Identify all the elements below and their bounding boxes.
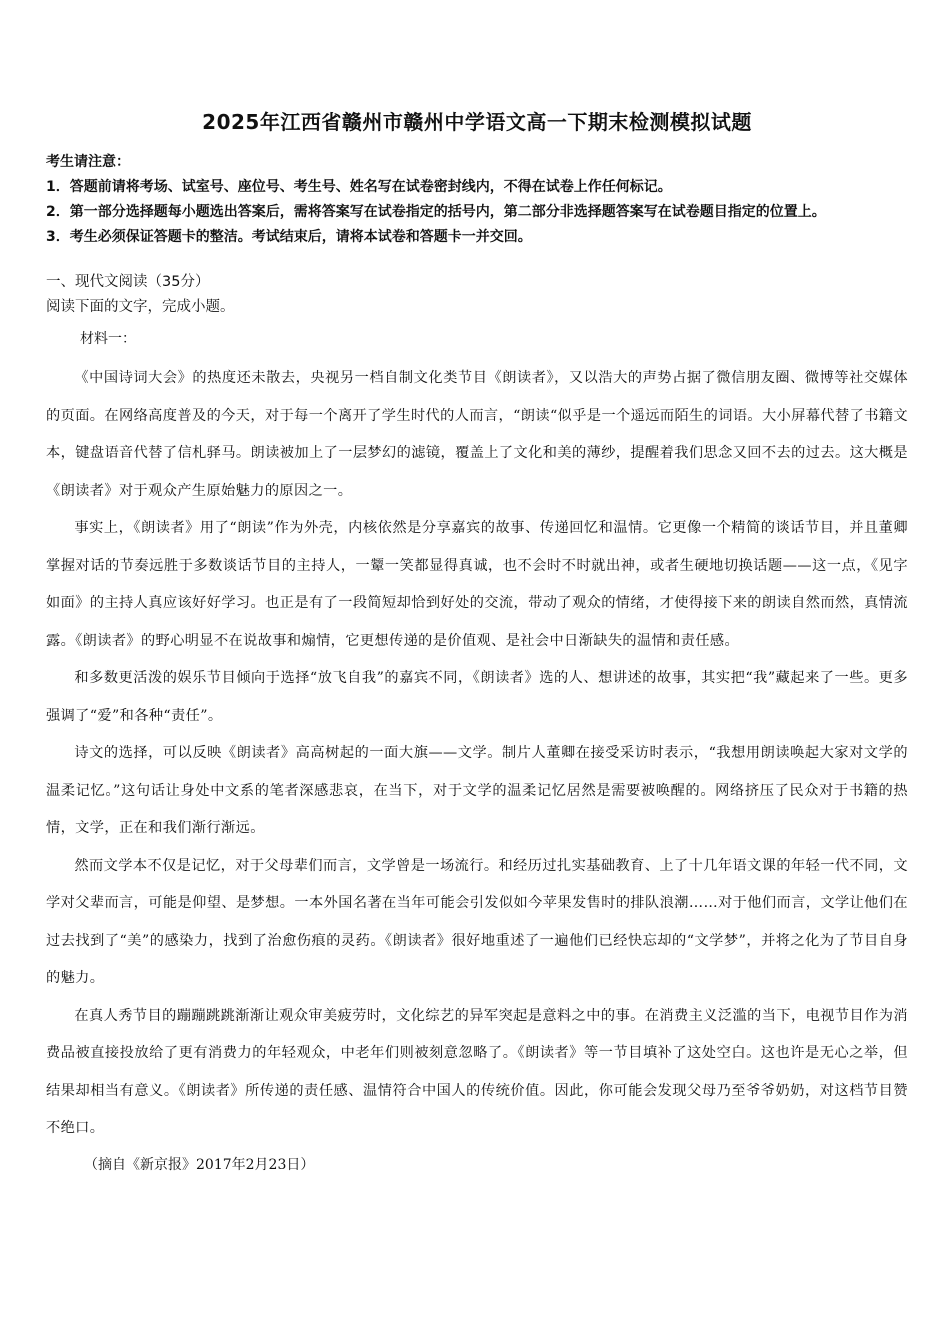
material-paragraph: 《中国诗词大会》的热度还未散去，央视另一档自制文化类节目《朗读者》，又以浩大的声势占据了微信朋友圈、微博等社交媒体的页面。在网络高度普及的今天，对于每一个离开了学生时代的人而言，“朗读“似乎是一个遥远而陌生的词语。大小屏幕代替了书籍文本，键盘语音代替了信札驿马。朗读被加上了一层梦幻的滤镜，覆盖上了文化和美的薄纱，提醒着我们思念又回不去的过去。这大概是《朗读者》对于观众产生原始魅力的原因之一。 (46, 370, 908, 499)
material-paragraph: 诗文的选择，可以反映《朗读者》高高树起的一面大旗——文学。制片人董卿在接受采访时表示，“我想用朗读唤起大家对文学的温柔记忆。”这句话让身处中文系的笔者深感悲哀，在当下，对于文学的温柔记忆居然是需要被唤醒的。网络挤压了民众对于书籍的热情，文学，正在和我们渐行渐远。 (46, 745, 908, 836)
material-label: 材料一： (80, 331, 136, 347)
section-instruction: 阅读下面的文字，完成小题。 (46, 299, 235, 315)
reading-section (46, 270, 908, 320)
material-paragraph: 和多数更活泼的娱乐节目倾向于选择“放飞自我”的嘉宾不同，《朗读者》选的人、想讲述的故事，其实把“我”藏起来了一些。更多强调了“爱”和各种“责任”。 (46, 670, 908, 724)
exam-title: 2025年江西省赣州市赣州中学语文高一下期末检测模拟试题 (202, 110, 752, 134)
material-paragraph: 然而文学本不仅是记忆，对于父母辈们而言，文学曾是一场流行。和经历过扎实基础教育、上了十几年语文课的年轻一代不同，文学对父辈而言，可能是仰望、是梦想。一本外国名著在当年可能会引发似如今苹果发售时的排队浪潮……对于他们而言，文学让他们在过去找到了“美”的感染力，找到了治愈伤痕的灵药。《朗读者》很好地重述了一遍他们已经快忘却的“文学梦”，并将之化为了节目自身的魅力。 (46, 857, 908, 986)
notice-item: 3．考生必须保证答题卡的整洁。考试结束后，请将本试卷和答题卡一并交回。 (46, 229, 532, 245)
exam-page (46, 108, 908, 1196)
material-source: （摘自《新京报》2017年2月23日） (84, 1156, 315, 1173)
notice-heading: 考生请注意： (46, 154, 130, 170)
notice-item: 2．第一部分选择题每小题选出答案后，需将答案写在试卷指定的括号内，第二部分非选择题答案写在试卷题目指定的位置上。 (46, 204, 826, 220)
material-paragraph: 事实上，《朗读者》用了“朗读”作为外壳，内核依然是分享嘉宾的故事、传递回忆和温情。它更像一个精简的谈话节目，并且董卿掌握对话的节奏远胜于多数谈话节目的主持人，一颦一笑都显得真诚，也不会时不时就出神，或者生硬地切换话题——这一点，《见字如面》的主持人真应该好好学习。也正是有了一段简短却恰到好处的交流，带动了观众的情绪，才使得接下来的朗读自然而然，真情流露。《朗读者》的野心明显不在说故事和煽情，它更想传递的是价值观、是社会中日渐缺失的温情和责任感。 (46, 520, 908, 649)
material-body (46, 360, 908, 1148)
material-paragraph: 在真人秀节目的蹦蹦跳跳渐渐让观众审美疲劳时，文化综艺的异军突起是意料之中的事。在消费主义泛滥的当下，电视节目作为消费品被直接投放给了更有消费力的年轻观众，中老年们则被刻意忽略了。《朗读者》等一节目填补了这处空白。这也许是无心之举，但结果却相当有意义。《朗读者》所传递的责任感、温情符合中国人的传统价值。因此，你可能会发现父母乃至爷爷奶奶，对这档节目赞不绝口。 (46, 1007, 908, 1136)
notice-item: 1．答题前请将考场、试室号、座位号、考生号、姓名写在试卷密封线内，不得在试卷上作任何标记。 (46, 179, 672, 195)
section-heading: 一、现代文阅读（35分） (46, 274, 210, 290)
candidate-notice (46, 150, 908, 250)
